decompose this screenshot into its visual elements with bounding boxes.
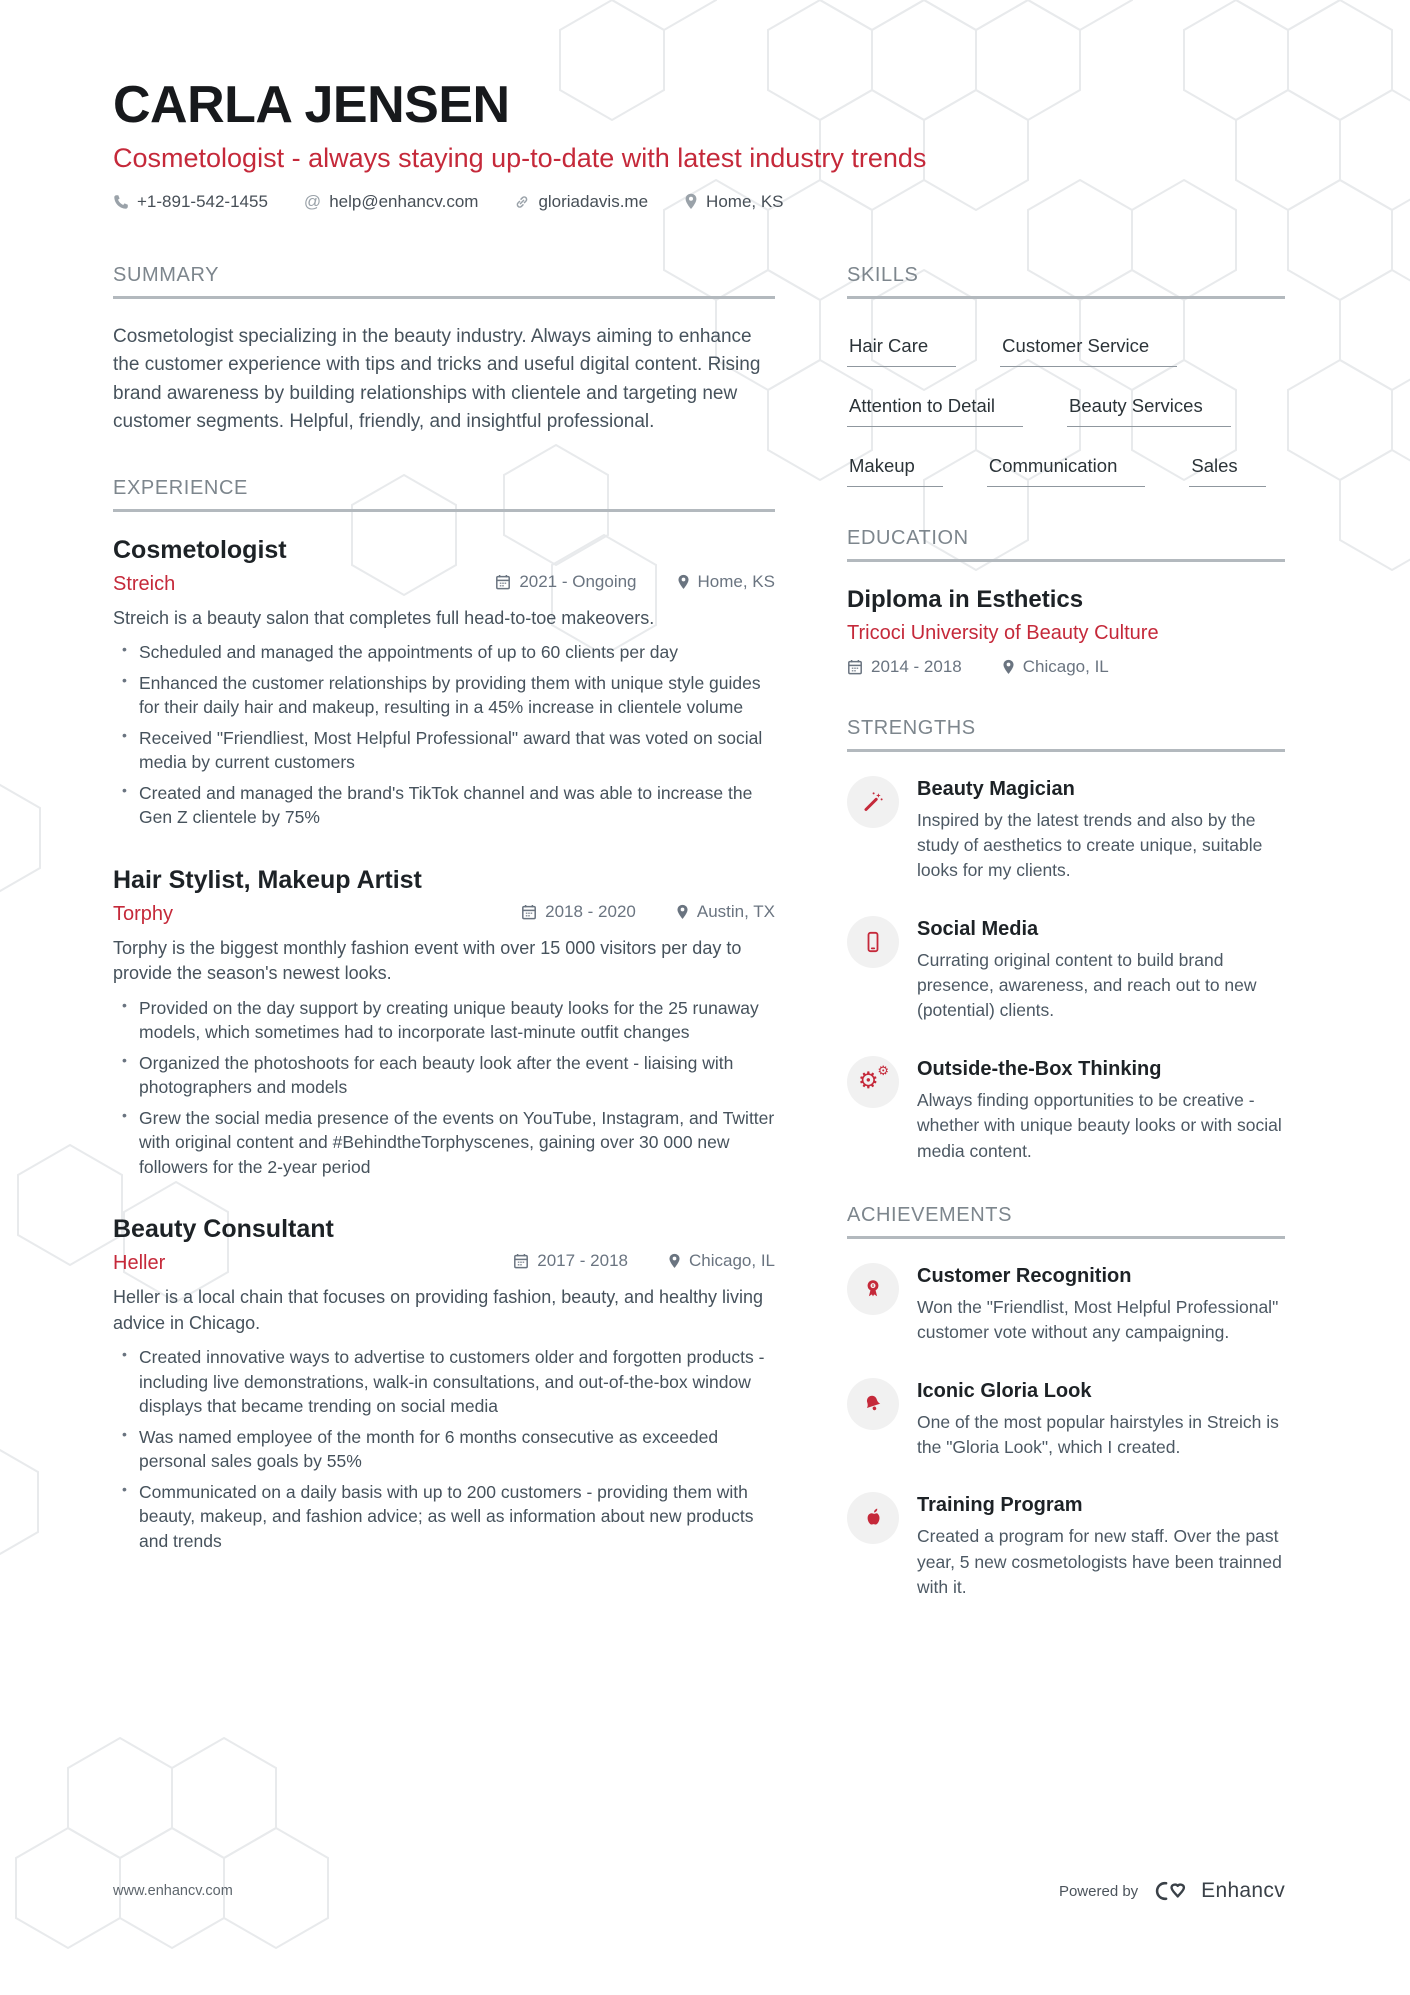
contact-location-value: Home, KS — [706, 191, 784, 211]
skills-list — [847, 323, 1285, 487]
job-location-value: Chicago, IL — [689, 1251, 775, 1271]
calendar-icon — [847, 659, 863, 675]
education-degree: Diploma in Esthetics — [847, 585, 1084, 613]
job-title: Cosmetologist — [113, 535, 287, 564]
education-location — [1002, 657, 1109, 677]
education-dates-value: 2014 - 2018 — [871, 656, 962, 676]
job-blurb: Streich is a beauty salon that completes full head-to-toe makeovers. — [113, 607, 655, 628]
job-company: Streich — [113, 572, 176, 595]
job-bullet: • Enhanced the customer relationships by providing them with unique style guides for their daily hair and makeup, resulting in a 45% increase in clientele volume — [139, 671, 775, 720]
location-pin-icon — [676, 904, 689, 920]
strength-title: Social Media — [917, 917, 1039, 940]
job-dates-value: 2021 - Ongoing — [519, 571, 637, 591]
bell-icon — [847, 1378, 899, 1430]
powered-by-label: Powered by — [1058, 1882, 1139, 1900]
right-column — [847, 264, 1285, 1641]
achievement-item — [847, 1263, 1285, 1346]
skill-item: Sales — [1189, 455, 1265, 487]
job-entry — [113, 536, 775, 830]
skill-item: Attention to Detail — [847, 395, 1023, 427]
achievement-body — [917, 1378, 1285, 1461]
strengths-section — [847, 717, 1285, 1164]
job-dates-value: 2018 - 2020 — [545, 901, 636, 921]
resume-header — [113, 78, 1285, 212]
job-meta-row — [113, 1251, 775, 1275]
job-location — [668, 1251, 775, 1271]
contact-phone-value: +1-891-542-1455 — [137, 191, 268, 211]
summary-section — [113, 264, 775, 437]
candidate-name: CARLA JENSEN — [113, 76, 510, 134]
job-bullet: • Created and managed the brand's TikTok channel and was able to increase the Gen Z clientele by 75% — [139, 781, 775, 830]
location-pin-icon — [684, 193, 698, 210]
summary-heading: SUMMARY — [113, 264, 775, 299]
achievement-text: Created a program for new staff. Over the past year, 5 new cosmetologists have been trainned with it. — [917, 1526, 1282, 1598]
left-column — [113, 264, 775, 1641]
job-bullet: • Received "Friendliest, Most Helpful Professional" award that was voted on social media by current customers — [139, 726, 775, 775]
job-bullet: • Created innovative ways to advertise to customers older and forgotten products - including live demonstrations, walk-in consultations, and out-of-the-box window displays that became trending on social media — [139, 1345, 775, 1419]
calendar-icon — [521, 904, 537, 920]
achievement-text: One of the most popular hairstyles in Streich is the "Gloria Look", which I created. — [917, 1411, 1279, 1458]
contact-phone — [113, 192, 268, 212]
strength-text: Currating original content to build brand presence, awareness, and reach out to new (potential) clients. — [917, 949, 1257, 1021]
job-bullets — [113, 996, 775, 1180]
strength-title: Outside-the-Box Thinking — [917, 1057, 1162, 1080]
magic-wand-icon — [847, 776, 899, 828]
job-meta-row — [113, 572, 775, 596]
achievement-title: Training Program — [917, 1494, 1083, 1517]
location-pin-icon — [668, 1253, 681, 1269]
experience-heading: EXPERIENCE — [113, 477, 775, 512]
strength-body — [917, 776, 1285, 884]
phone-icon — [113, 194, 129, 210]
education-section — [847, 527, 1285, 677]
enhancv-wordmark: Enhancv — [1201, 1879, 1285, 1902]
achievement-body — [917, 1263, 1285, 1346]
contact-website[interactable] — [514, 192, 648, 212]
award-medal-icon — [847, 1263, 899, 1315]
powered-by-block[interactable] — [1059, 1879, 1285, 1903]
job-bullet: • Provided on the day support by creating unique beauty looks for the 25 runaway models, which sometimes had to incorporate last-minute outfit changes — [139, 996, 775, 1045]
contact-location — [684, 192, 783, 212]
job-company: Torphy — [113, 902, 174, 925]
strength-item — [847, 1056, 1285, 1164]
job-bullet: • Communicated on a daily basis with up to 200 customers - providing them with beauty, makeup, and fashion advice; as well as information about new products and trends — [139, 1480, 775, 1554]
achievement-item — [847, 1378, 1285, 1461]
strengths-heading: STRENGTHS — [847, 717, 1285, 752]
job-blurb: Torphy is the biggest monthly fashion event with over 15 000 visitors per day to provide the season's newest looks. — [113, 937, 742, 984]
job-meta-row — [113, 902, 775, 926]
skills-section — [847, 264, 1285, 487]
skill-item: Communication — [987, 455, 1146, 487]
mobile-phone-icon — [847, 916, 899, 968]
footer-site-link[interactable]: www.enhancv.com — [113, 1883, 233, 1899]
strength-item — [847, 776, 1285, 884]
strength-item — [847, 916, 1285, 1024]
calendar-icon — [513, 1253, 529, 1269]
job-dates — [513, 1251, 628, 1271]
calendar-icon — [495, 574, 511, 590]
job-bullet: • Organized the photoshoots for each beauty look after the event - liaising with photographers and models — [139, 1051, 775, 1100]
achievement-body — [917, 1492, 1285, 1600]
job-bullets — [113, 640, 775, 830]
strength-body — [917, 916, 1285, 1024]
achievement-text: Won the "Friendlist, Most Helpful Professional" customer vote without any campaigning. — [917, 1296, 1279, 1343]
achievement-item — [847, 1492, 1285, 1600]
summary-text: Cosmetologist specializing in the beauty industry. Always aiming to enhance the customer experience with tips and tricks and useful digital content. Rising brand awareness by building relationships with clientele and targeting new customer segments. Helpful, friendly, and insightful professional. — [113, 325, 761, 433]
skills-heading: SKILLS — [847, 264, 1285, 299]
gears-icon: ⚙ ⚙ — [847, 1056, 899, 1108]
job-dates — [521, 902, 636, 922]
job-bullet: • Grew the social media presence of the events on YouTube, Instagram, and Twitter with original content and #BehindtheTorphyscenes, gaining over 30 000 new followers for the 2-year period — [139, 1106, 775, 1180]
experience-section — [113, 477, 775, 1554]
job-company: Heller — [113, 1252, 166, 1275]
strength-title: Beauty Magician — [917, 777, 1075, 800]
skill-item: Makeup — [847, 455, 943, 487]
job-location — [677, 572, 775, 592]
apple-icon — [847, 1492, 899, 1544]
strength-text: Inspired by the latest trends and also by the study of aesthetics to create unique, suitable looks for my clients. — [917, 809, 1263, 881]
skill-item: Hair Care — [847, 335, 956, 367]
achievements-heading: ACHIEVEMENTS — [847, 1204, 1285, 1239]
job-bullet: • Scheduled and managed the appointments of up to 60 clients per day — [139, 640, 775, 665]
achievement-title: Iconic Gloria Look — [917, 1379, 1092, 1402]
link-icon — [514, 194, 530, 210]
location-pin-icon — [677, 574, 690, 590]
strength-text: Always finding opportunities to be creative - whether with unique beauty looks or with social media content. — [917, 1089, 1282, 1161]
job-bullet: • Was named employee of the month for 6 months consecutive as exceeded personal sales goals by 55% — [139, 1425, 775, 1474]
job-blurb: Heller is a local chain that focuses on providing fashion, beauty, and healthy living advice in Chicago. — [113, 1287, 764, 1333]
job-location-value: Austin, TX — [696, 901, 775, 921]
candidate-headline: Cosmetologist - always staying up-to-date with latest industry trends — [113, 142, 927, 173]
contact-email[interactable] — [304, 192, 479, 212]
contact-email-value: help@enhancv.com — [329, 191, 479, 211]
job-bullets — [113, 1345, 775, 1553]
education-location-value: Chicago, IL — [1022, 656, 1109, 676]
enhancv-logo — [1152, 1879, 1285, 1903]
page-footer — [113, 1879, 1285, 1903]
contact-website-value: gloriadavis.me — [538, 191, 649, 211]
education-school: Tricoci University of Beauty Culture — [847, 621, 1159, 644]
job-dates — [495, 572, 636, 592]
two-column-layout — [113, 264, 1285, 1641]
job-title: Beauty Consultant — [113, 1215, 334, 1244]
job-meta — [521, 902, 775, 922]
achievements-section — [847, 1204, 1285, 1601]
education-dates — [847, 657, 962, 677]
skill-item: Customer Service — [1000, 335, 1177, 367]
job-location — [676, 902, 775, 922]
education-heading: EDUCATION — [847, 527, 1285, 562]
strength-body — [917, 1056, 1285, 1164]
at-icon: @ — [303, 192, 322, 212]
job-entry — [113, 866, 775, 1180]
achievement-title: Customer Recognition — [917, 1264, 1132, 1287]
job-dates-value: 2017 - 2018 — [537, 1251, 628, 1271]
enhancv-logo-icon — [1152, 1879, 1192, 1903]
job-title: Hair Stylist, Makeup Artist — [113, 865, 422, 894]
job-location-value: Home, KS — [697, 571, 775, 591]
education-meta — [847, 657, 1285, 677]
location-pin-icon — [1002, 659, 1015, 675]
job-entry — [113, 1215, 775, 1553]
job-meta — [495, 572, 775, 592]
contact-row — [113, 192, 1285, 212]
job-meta — [513, 1251, 775, 1271]
skill-item: Beauty Services — [1067, 395, 1231, 427]
